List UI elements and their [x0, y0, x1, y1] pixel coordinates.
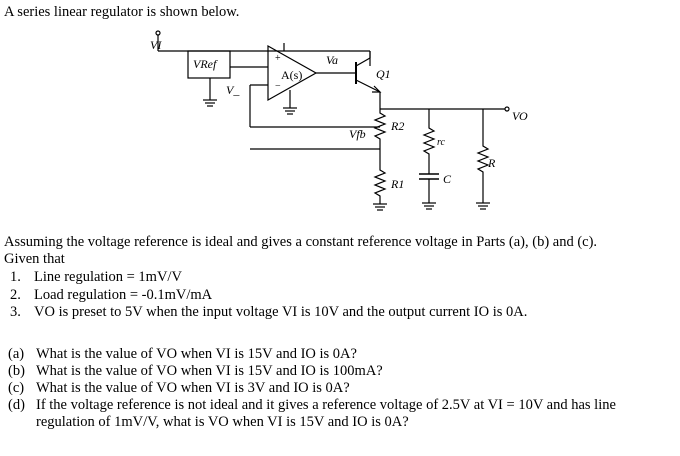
- vi-terminal: [156, 31, 160, 35]
- label-plus: +: [275, 53, 281, 64]
- condition-item: 2. Load regulation = -0.1mV/mA: [10, 286, 213, 303]
- question-item: (c) What is the value of VO when VI is 3V and IO is 0A?: [8, 380, 350, 396]
- question-item: (a) What is the value of VO when VI is 15V and IO is 0A?: [8, 346, 357, 362]
- given-heading: Given that: [4, 251, 65, 267]
- question-item: (d) If the voltage reference is not ideal and it gives a reference voltage of 2.5V at VI = 10V and has line: [8, 397, 616, 413]
- condition-item: 1. Line regulation = 1mV/V: [10, 269, 182, 285]
- vo-terminal: [505, 107, 509, 111]
- conditions-list: [0, 269, 527, 322]
- label-q1: Q1: [376, 67, 391, 81]
- label-r: R: [488, 156, 496, 170]
- label-c: C: [443, 172, 452, 186]
- label-amp: A(s): [281, 68, 303, 82]
- question-item: (b) What is the value of VO when VI is 15V and IO is 100mA?: [8, 363, 383, 379]
- questions-list: [0, 346, 616, 431]
- question-continuation: regulation of 1mV/V, what is VO when VI is 15V and IO is 0A?: [36, 414, 409, 430]
- label-va: Va: [326, 53, 338, 67]
- label-vminus: V_: [226, 83, 240, 97]
- assumption-text: Assuming the voltage reference is ideal and gives a constant reference voltage in Parts (a), (b) and (c).: [4, 234, 598, 250]
- label-minus: −: [275, 81, 281, 92]
- label-r1: R1: [391, 177, 405, 191]
- label-rc: rc: [437, 137, 445, 148]
- condition-item: 3. VO is preset to 5V when the input voltage VI is 10V and the output current IO is 0A.: [10, 304, 528, 320]
- circuit-diagram: [0, 28, 680, 228]
- label-vi: VI: [150, 38, 162, 52]
- label-vref: VRef: [193, 57, 217, 71]
- label-vo: VO: [512, 109, 528, 123]
- label-r2: R2: [391, 119, 405, 133]
- intro-text: A series linear regulator is shown below.: [4, 4, 240, 20]
- label-vfb: Vfb: [349, 127, 366, 141]
